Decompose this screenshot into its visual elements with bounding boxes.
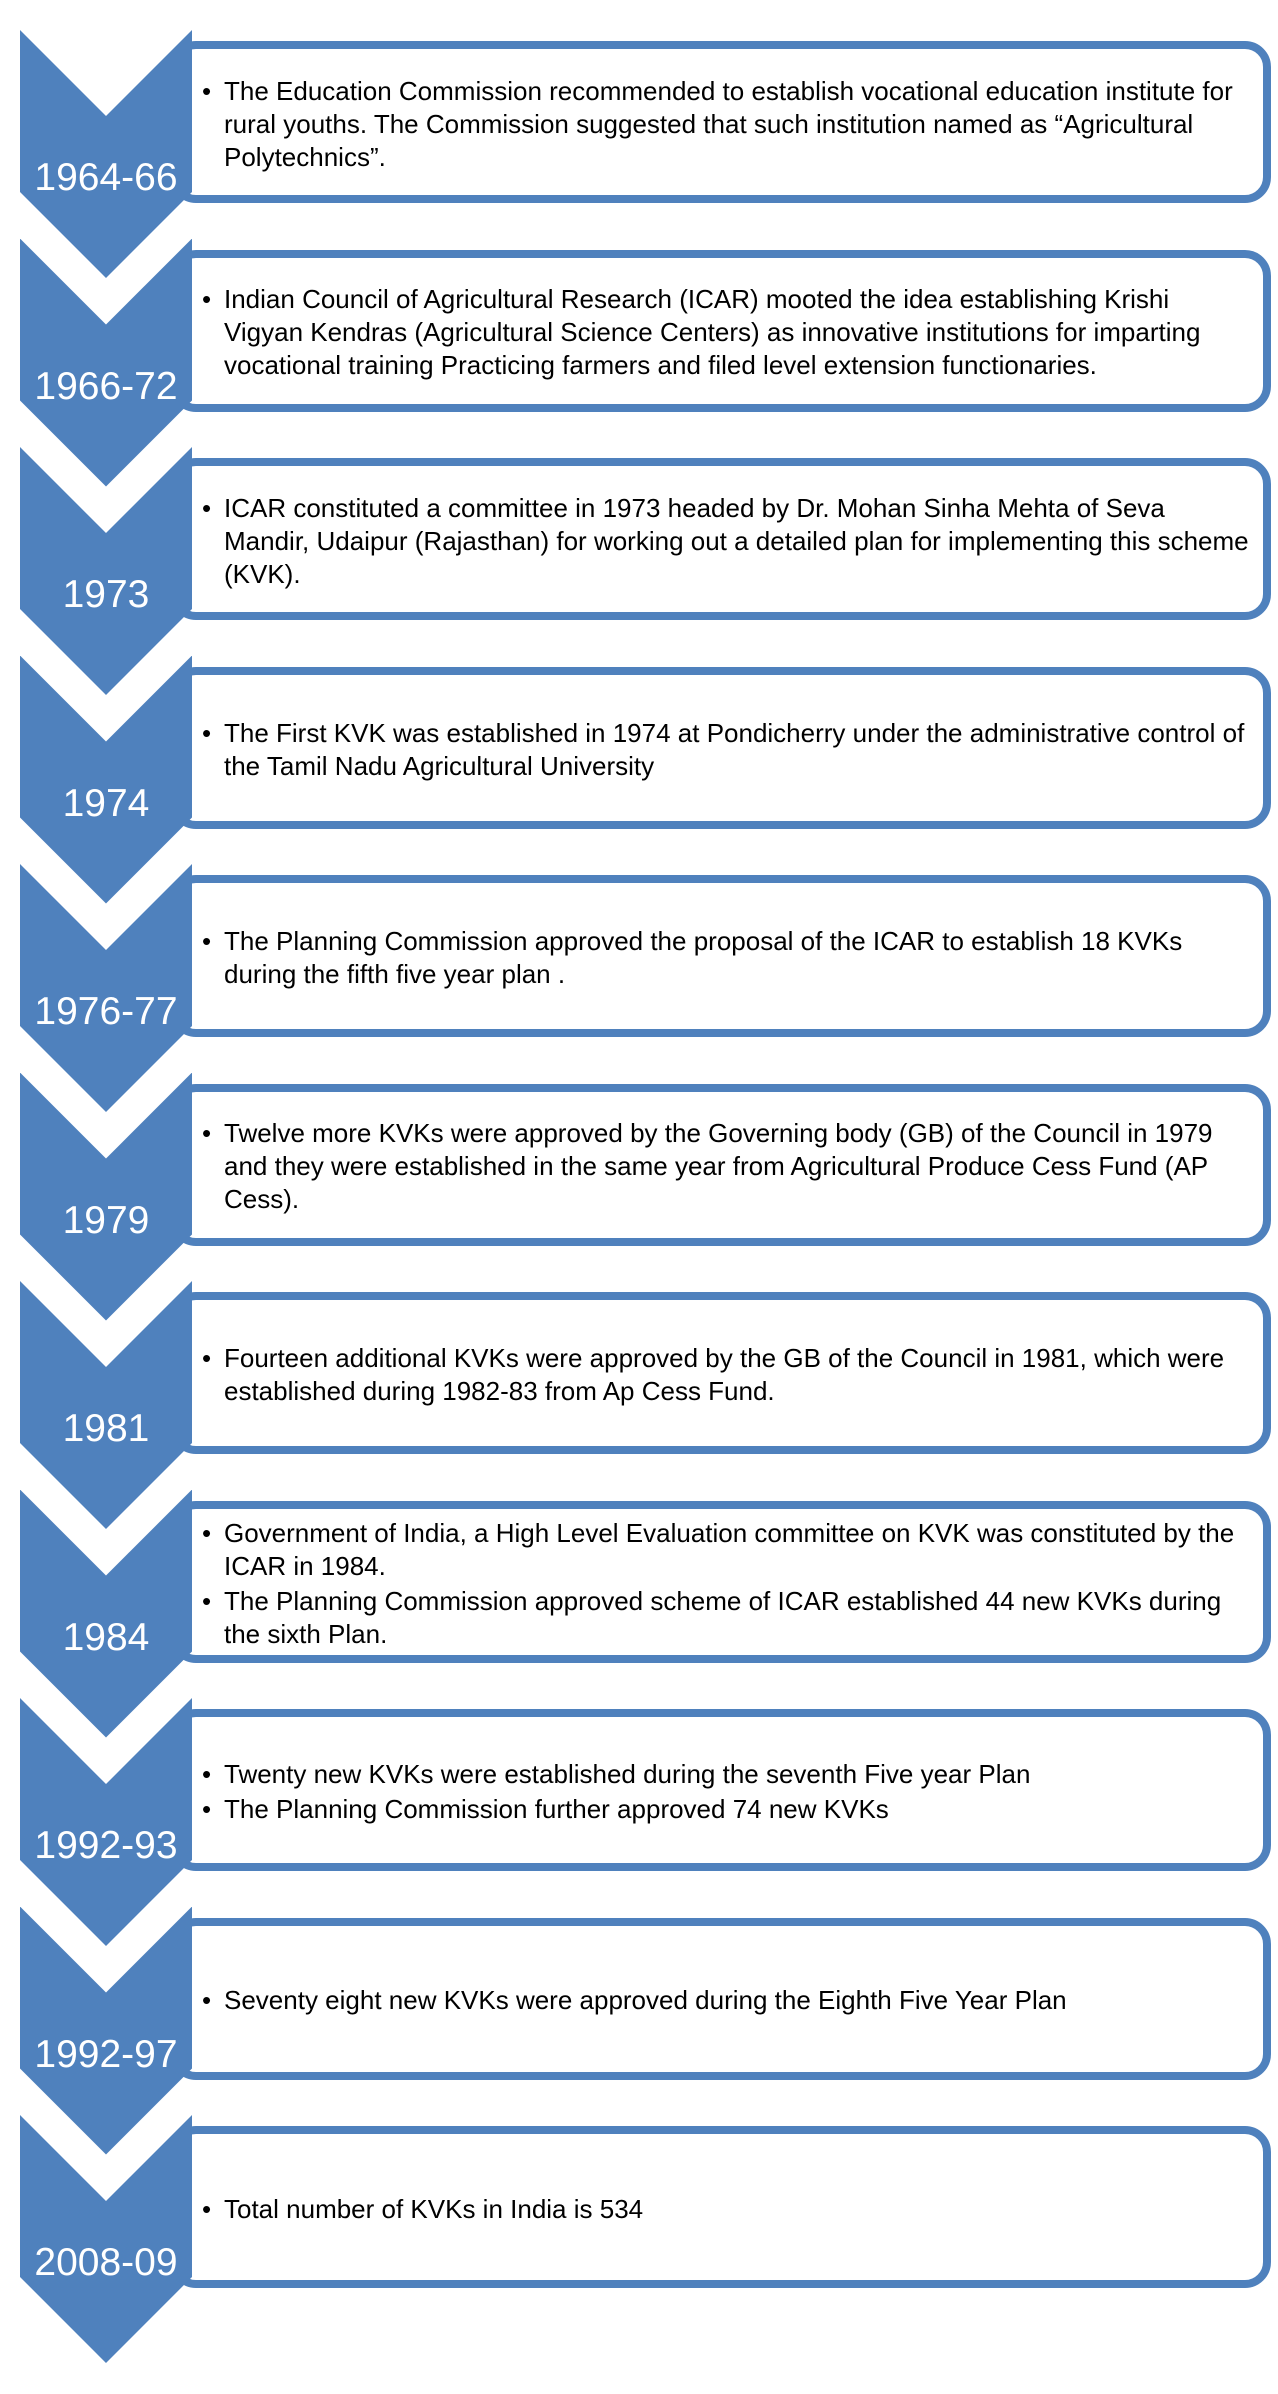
bullet-list (200, 1517, 1255, 1650)
year-label: 1992-97 (34, 2032, 178, 2076)
timeline-entry (0, 2115, 1278, 2315)
year-label: 2008-09 (34, 2241, 178, 2284)
bullet-item: • The Education Commission recommended to establish vocational education institute for rural youths. The Commission suggested that such institution named as “Agricultural Polytechnics”. (200, 75, 1255, 174)
year-label: 1966-72 (34, 364, 178, 408)
timeline-entry (0, 1698, 1278, 1898)
timeline-entry (0, 1490, 1278, 1690)
year-label: 1992-93 (34, 1824, 178, 1867)
bullet-list (200, 1937, 1255, 2067)
bullet-list (200, 269, 1255, 399)
timeline-entry (0, 864, 1278, 1064)
bullet-item: • The Planning Commission further approved 74 new KVKs (200, 1793, 1255, 1826)
timeline-entry (0, 1281, 1278, 1481)
bullet-item: • Total number of KVKs in India is 534 (200, 2193, 1255, 2226)
year-label: 1973 (62, 573, 150, 616)
bullet-item: • Fourteen additional KVKs were approved by the GB of the Council in 1981, which were established during 1982-83 from Ap Cess Fund. (200, 1342, 1255, 1408)
bullet-list (200, 894, 1255, 1024)
year-label: 1984 (62, 1615, 150, 1659)
year-label: 1964-66 (34, 156, 178, 199)
timeline-entry (0, 1073, 1278, 1273)
bullet-list (200, 686, 1255, 816)
bullet-item: • Seventy eight new KVKs were approved during the Eighth Five Year Plan (200, 1984, 1255, 2017)
year-label: 1979 (62, 1198, 150, 1242)
bullet-item: • The Planning Commission approved scheme of ICAR established 44 new KVKs during the sixth Plan. (200, 1585, 1255, 1651)
timeline-entry (0, 447, 1278, 647)
bullet-list (200, 1103, 1255, 1233)
timeline-entry (0, 1907, 1278, 2107)
bullet-list (200, 1311, 1255, 1441)
bullet-item: • Government of India, a High Level Evaluation committee on KVK was constituted by the ICAR in 1984. (200, 1517, 1255, 1583)
bullet-list (200, 2145, 1255, 2275)
timeline-entry (0, 656, 1278, 856)
year-label: 1976-77 (34, 990, 178, 1033)
year-label: 1974 (62, 781, 150, 825)
bullet-list (200, 1728, 1255, 1858)
bullet-list (200, 477, 1255, 607)
bullet-item: • ICAR constituted a committee in 1973 headed by Dr. Mohan Sinha Mehta of Seva Mandir, Udaipur (Rajasthan) for working out a detailed plan for implementing this scheme (KVK). (200, 492, 1255, 591)
bullet-item: • Twenty new KVKs were established during the seventh Five year Plan (200, 1758, 1255, 1791)
bullet-list (200, 60, 1255, 190)
bullet-item: • Twelve more KVKs were approved by the Governing body (GB) of the Council in 1979 and they were established in the same year from Agricultural Produce Cess Fund (AP Cess). (200, 1117, 1255, 1216)
chevron-arrow (20, 2115, 192, 2363)
year-label: 1981 (62, 1407, 150, 1450)
bullet-item: • The First KVK was established in 1974 at Pondicherry under the administrative control of the Tamil Nadu Agricultural University (200, 717, 1255, 783)
bullet-item: • Indian Council of Agricultural Research (ICAR) mooted the idea establishing Krishi Vigyan Kendras (Agricultural Science Centers) as innovative institutions for imparting vocational training Practicing farmers and filed level extension functionaries. (200, 283, 1255, 382)
bullet-item: • The Planning Commission approved the proposal of the ICAR to establish 18 KVKs during the fifth five year plan . (200, 925, 1255, 991)
timeline-entry (0, 30, 1278, 230)
timeline-entry (0, 239, 1278, 439)
